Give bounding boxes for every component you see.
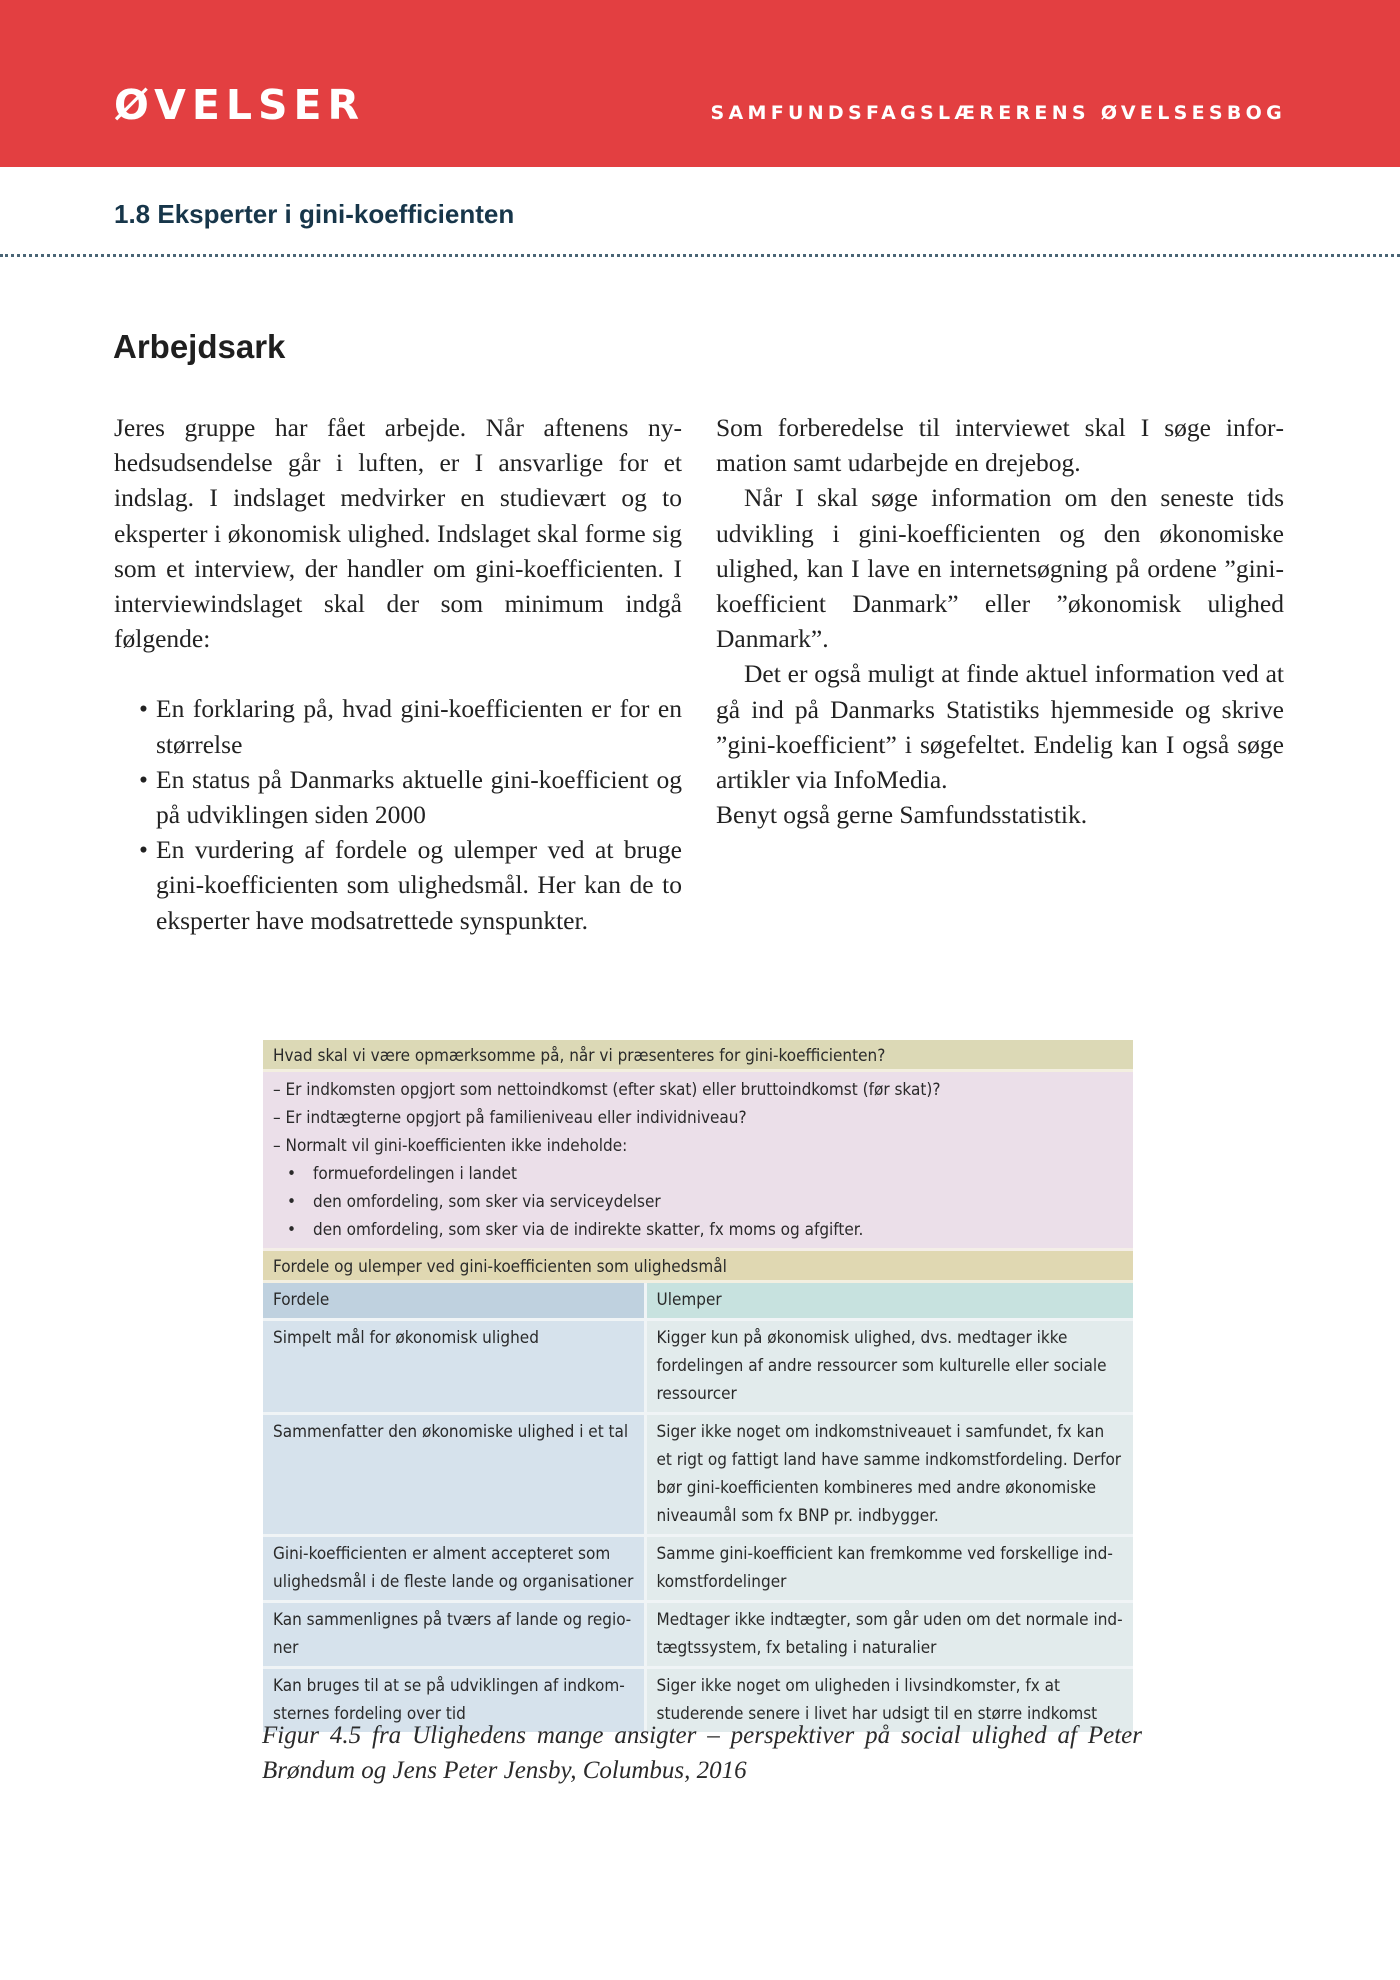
dotted-divider: [0, 254, 1400, 257]
column-header-fordele: Fordele: [263, 1283, 645, 1320]
procon-heading: Fordele og ulemper ved gini-koefficienten som ulighedsmål: [263, 1251, 1133, 1283]
question-item: – Normalt vil gini-koefficienten ikke indeholde:: [273, 1136, 628, 1156]
pro-cell: Kan bruges til at se på udviklingen af indkomsternes fordeling over tid: [263, 1668, 645, 1733]
con-cell: Siger ikke noget om indkomstniveauet i samfundet, fx kan et rigt og fattigt land have samme indkomstfordeling. Derfor bør gini-koefficienten kombineres med andre økonomiske niveaumål som fx BNP pr. indbygger.: [645, 1414, 1133, 1536]
paragraph: Som forberedelse til interviewet skal I søge information samt udarbejde en drejebog.: [716, 413, 1284, 478]
sub-item: • den omfordeling, som sker via serviceydelser: [273, 1188, 1123, 1216]
list-item: • En status på Danmarks aktuelle gini-koefficient og på udviklingen siden 2000: [114, 762, 682, 832]
table-row: [263, 1602, 1133, 1668]
table-row: [263, 1320, 1133, 1414]
table-row: [263, 1536, 1133, 1602]
sub-item: • formuefordelingen i landet: [273, 1160, 1123, 1188]
column-header-ulemper: Ulemper: [645, 1283, 1133, 1320]
con-cell: Kigger kun på økonomisk ulighed, dvs. medtager ikke fordelingen af andre ressourcer som kulturelle eller sociale ressourcer: [645, 1320, 1133, 1414]
pro-cell: Simpelt mål for økonomisk ulighed: [263, 1320, 645, 1414]
procon-table: [263, 1283, 1133, 1732]
book-title: SAMFUNDSFAGSLÆRERENS ØVELSESBOG: [710, 102, 1286, 124]
con-cell: Siger ikke noget om uligheden i livsindkomster, fx at studerende senere i livet har udsigt til en større indkomst: [645, 1668, 1133, 1733]
paragraph: Det er også muligt at finde aktuel information ved at gå ind på Danmarks Statistiks hjemmeside og skrive ”gini-koefficient” i søgefeltet. Endelig kan I også søge artikler via InfoMedia.: [716, 659, 1284, 795]
header-banner: [0, 0, 1400, 167]
question-item: – Er indtægterne opgjort på familieniveau eller individniveau?: [273, 1108, 747, 1128]
question-item: – Er indkomsten opgjort som nettoindkomst (efter skat) eller bruttoindkomst (før skat)?: [273, 1080, 941, 1100]
banner-title: ØVELSER: [114, 81, 366, 129]
question-heading: Hvad skal vi være opmærksomme på, når vi præsenteres for gini-koefficienten?: [263, 1040, 1133, 1072]
worksheet-heading: Arbejdsark: [113, 328, 286, 365]
requirements-list: [114, 691, 682, 937]
left-column: [114, 410, 682, 938]
paragraph: Benyt også gerne Samfundsstatistik.: [716, 800, 1088, 830]
table-row: [263, 1414, 1133, 1536]
question-list: [263, 1072, 1133, 1251]
bullet-icon: •: [287, 1220, 297, 1240]
pro-cell: Gini-koefficienten er alment accepteret som ulighedsmål i de fleste lande og organisationer: [263, 1536, 645, 1602]
table-header-row: [263, 1283, 1133, 1320]
pro-cell: Sammenfatter den økonomiske ulighed i et tal: [263, 1414, 645, 1536]
right-column: [716, 410, 1284, 832]
con-cell: Medtager ikke indtægter, som går uden om det normale indtægtssystem, fx betaling i naturalier: [645, 1602, 1133, 1668]
bullet-icon: •: [287, 1192, 297, 1212]
intro-paragraph: Jeres gruppe har fået arbejde. Når aftenens nyhedsudsendelse går i luften, er I ansvarlige for et indslag. I indslaget medvirker en studievært og to eksperter i økonomisk ulighed. Indslaget skal forme sig som et interview, der handler om gini-koefficienten. I interviewindslaget skal der som minimum indgå følgende:: [114, 413, 682, 654]
sub-item: • den omfordeling, som sker via de indirekte skatter, fx moms og afgifter.: [273, 1216, 1123, 1244]
list-item: • En vurdering af fordele og ulemper ved at bruge gini-koefficienten som ulighedsmål. Her kan de to eksperter have modsatrettede synspunkter.: [114, 832, 682, 938]
list-item: • En forklaring på, hvad gini-koefficienten er for en størrelse: [114, 691, 682, 761]
figure-caption: Figur 4.5 fra Ulighedens mange ansigter – perspektiver på social ulighed af Peter Brøndum og Jens Peter Jensby, Columbus, 2016: [262, 1722, 1142, 1784]
gini-figure-table: [263, 1040, 1133, 1732]
paragraph: Når I skal søge information om den seneste tids udvikling i gini-koefficienten og den økonomiske ulighed, kan I lave en internetsøgning på ordene ”gini-koefficient Danmark” eller ”økonomisk ulighed Danmark”.: [716, 483, 1284, 654]
pro-cell: Kan sammenlignes på tværs af lande og regioner: [263, 1602, 645, 1668]
con-cell: Samme gini-koefficient kan fremkomme ved forskellige indkomstfordelinger: [645, 1536, 1133, 1602]
bullet-icon: •: [287, 1164, 297, 1184]
section-title: 1.8 Eksperter i gini-koefficienten: [114, 199, 515, 229]
